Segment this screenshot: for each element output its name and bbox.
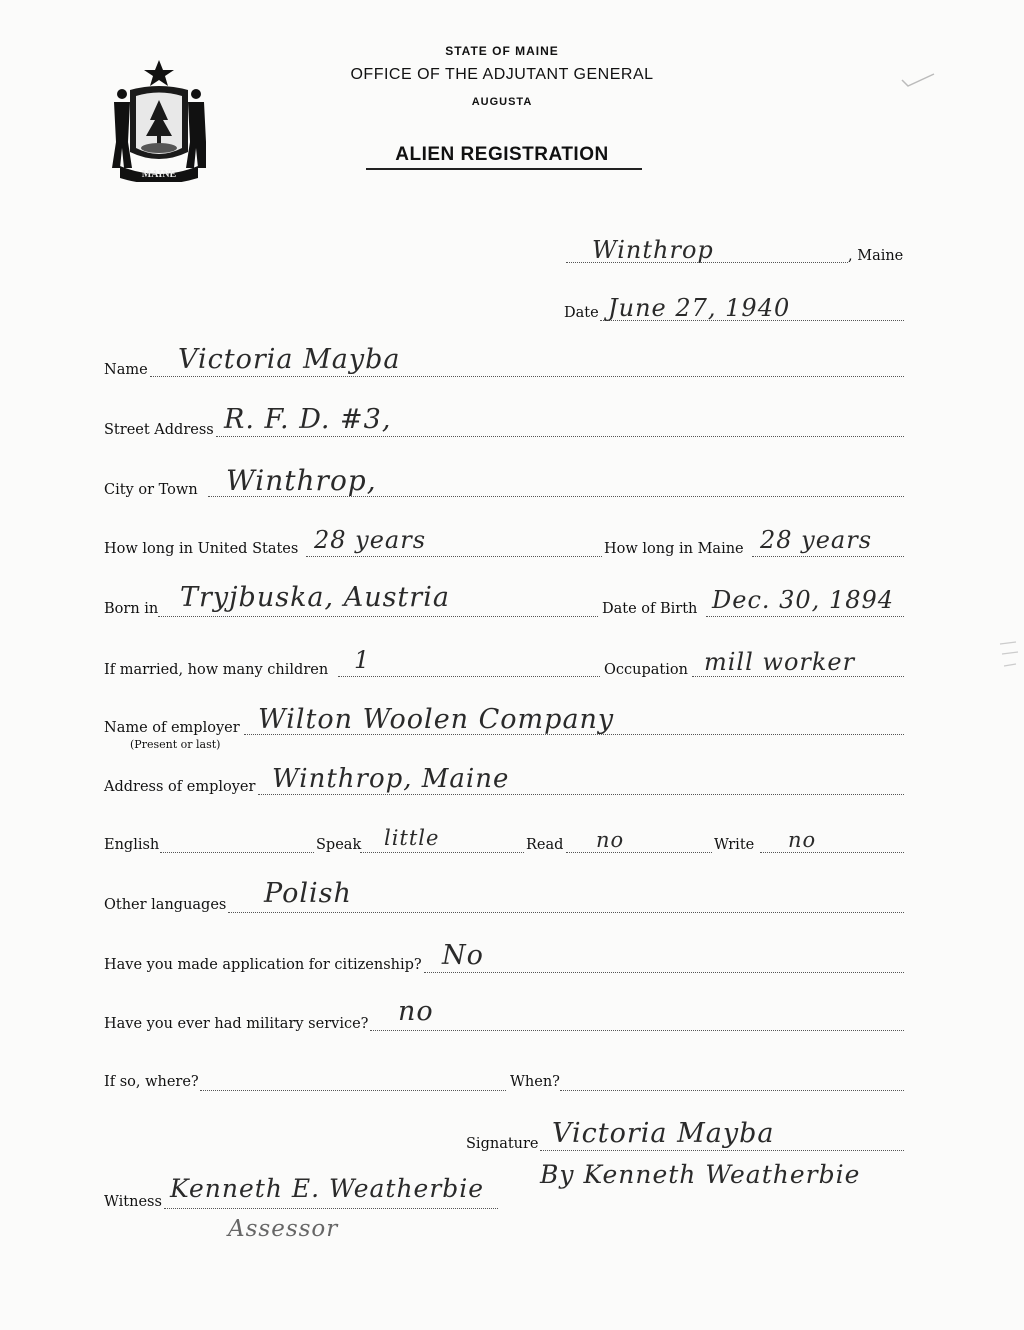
other-languages-label: Other languages [104,897,227,913]
us-duration-label: How long in United States [104,541,299,557]
witness-label: Witness [104,1194,162,1210]
city-label: City or Town [104,482,198,498]
military-line [370,1030,904,1031]
occupation-label: Occupation [604,662,688,678]
city-heading: AUGUSTA [471,96,533,108]
employer-value: Wilton Woolen Company [258,704,615,735]
children-line [338,676,600,677]
military-label: Have you ever had military service? [104,1016,369,1032]
seal-banner-text: MAINE [141,169,177,180]
name-line [150,376,904,377]
military-value: no [398,996,434,1027]
date-value: June 27, 1940 [608,294,791,322]
born-in-label: Born in [104,601,159,617]
place-value: Winthrop [592,236,714,264]
citizenship-line [424,972,904,973]
english-label: English [104,837,160,853]
signature-label: Signature [466,1136,539,1152]
birth-date-label: Date of Birth [602,601,698,617]
street-label: Street Address [104,422,214,438]
witness-value: Kenneth E. Weatherbie [170,1174,485,1203]
city-value: Winthrop, [226,464,377,497]
employer-sublabel: (Present or last) [130,738,221,751]
signature-by: By Kenneth Weatherbie [540,1160,861,1189]
us-duration-line [306,556,602,557]
state-heading: STATE OF MAINE [445,44,559,58]
witness-title: Assessor [228,1216,339,1242]
speak-label: Speak [316,837,362,853]
citizenship-value: No [442,940,484,971]
read-label: Read [526,837,564,853]
occupation-value: mill worker [704,648,856,676]
born-in-line [158,616,598,617]
check-mark-icon [900,70,936,90]
citizenship-label: Have you made application for citizenship? [104,957,422,973]
street-value: R. F. D. #3, [224,404,392,435]
read-line [566,852,712,853]
signature-value: Victoria Mayba [552,1118,775,1149]
name-value: Victoria Mayba [178,344,401,375]
read-value: no [596,828,625,852]
date-label: Date [564,305,599,321]
born-in-value: Tryjbuska, Austria [180,582,450,613]
street-line [216,436,904,437]
write-line [760,852,904,853]
maine-duration-value: 28 years [760,526,873,554]
employer-address-label: Address of employer [104,779,256,795]
children-value: 1 [354,646,371,674]
margin-mark-icon [996,640,1020,670]
write-value: no [788,828,817,852]
where-line [200,1090,506,1091]
write-label: Write [714,837,755,853]
speak-value: little [384,826,440,850]
form-title: ALIEN REGISTRATION [395,144,609,165]
employer-address-line [258,794,904,795]
birth-date-line [706,616,904,617]
when-label: When? [510,1074,560,1090]
maine-duration-label: How long in Maine [604,541,744,557]
office-heading: OFFICE OF THE ADJUTANT GENERAL [350,66,654,83]
occupation-line [692,676,904,677]
title-underline [366,168,642,170]
other-languages-value: Polish [264,878,352,909]
where-label: If so, where? [104,1074,199,1090]
witness-line [164,1208,498,1209]
children-label: If married, how many children [104,662,329,678]
other-languages-line [228,912,904,913]
us-duration-value: 28 years [314,526,427,554]
name-label: Name [104,362,148,378]
employer-address-value: Winthrop, Maine [272,764,510,794]
maine-duration-line [752,556,904,557]
employer-label: Name of employer [104,720,240,736]
speak-line [360,852,524,853]
place-suffix: , Maine [848,248,904,264]
birth-date-value: Dec. 30, 1894 [712,586,895,614]
english-line [160,852,314,853]
signature-line [540,1150,904,1151]
when-line [560,1090,904,1091]
